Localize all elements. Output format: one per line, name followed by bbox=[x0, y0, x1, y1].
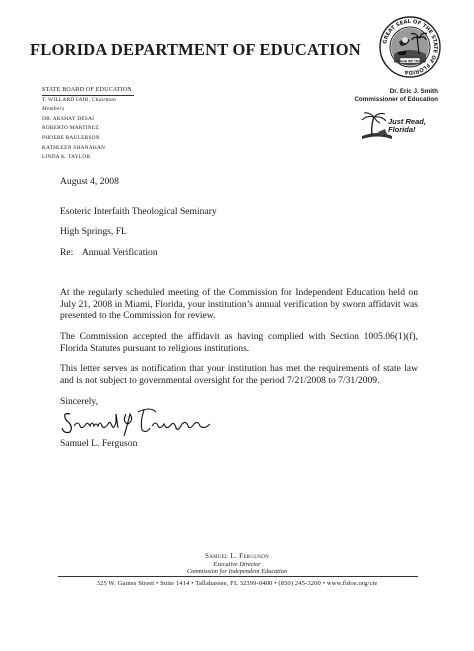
re-subject: Annual Verification bbox=[81, 247, 158, 258]
just-read-florida-text bbox=[388, 118, 426, 134]
motto-line-2: Florida! bbox=[388, 125, 416, 134]
state-seal-icon bbox=[379, 16, 441, 78]
re-label: Re: bbox=[60, 247, 74, 258]
footer-address: 325 W. Gaines Street • Suite 1414 • Tallahassee, FL 32399-0400 • (850) 245-3200 • www.fldoe.org/cie bbox=[96, 580, 378, 587]
agency-name: FLORIDA DEPARTMENT OF EDUCATION bbox=[30, 40, 361, 59]
body-paragraph: The Commission accepted the affidavit as having complied with Section 1005.06(1)(f), Florida Statutes pursuant to religious institutions. bbox=[60, 331, 418, 354]
body-paragraph: At the regularly scheduled meeting of the Commission for Independent Education held on July 21, 2008 in Miami, Florida, your institution’s annual verification by sworn affidavit was presented to the Commission for review. bbox=[60, 287, 418, 322]
commissioner-title: Commissioner of Education bbox=[354, 96, 438, 103]
board-divider bbox=[42, 95, 134, 96]
handwritten-signature bbox=[60, 400, 220, 438]
footer-title: Executive Director bbox=[213, 561, 261, 568]
commissioner-name: Dr. Eric J. Smith bbox=[389, 88, 438, 95]
board-member: PHOEBE RAULERSON bbox=[42, 134, 100, 141]
just-read-florida-logo bbox=[358, 112, 440, 142]
letter-date: August 4, 2008 bbox=[60, 176, 119, 187]
state-board-title: STATE BOARD OF EDUCATION bbox=[42, 87, 132, 93]
footer-divider bbox=[58, 576, 418, 577]
members-label: Members bbox=[42, 106, 65, 113]
seal-arc-text: GREAT SEAL OF THE STATE OF FLORIDA bbox=[382, 18, 439, 76]
state-board-chair bbox=[42, 96, 132, 106]
board-member: KATHLEEN SHANAHAN bbox=[42, 144, 106, 151]
recipient-location: High Springs, FL bbox=[60, 226, 127, 237]
subject-line bbox=[60, 247, 158, 258]
motto-line-1: Just Read, bbox=[388, 117, 426, 126]
seal-motto: IN GOD WE TRUST bbox=[395, 58, 425, 63]
chair-role: Chairman bbox=[91, 96, 116, 103]
footer-organization: Commission for Independent Education bbox=[186, 568, 288, 575]
signer-name: Samuel L. Ferguson bbox=[60, 438, 138, 449]
state-board-list bbox=[42, 86, 132, 163]
board-member: LINDA K. TAYLOR bbox=[42, 154, 91, 161]
chair-name: T. WILLARD FAIR, bbox=[42, 96, 91, 103]
board-member: DR. AKSHAY DESAI bbox=[42, 115, 95, 122]
footer-name: Samuel L. Ferguson bbox=[204, 552, 270, 560]
body-paragraph: This letter serves as notification that your institution has met the requirements of state law and is not subject to governmental oversight for the period 7/21/2008 to 7/31/2009. bbox=[60, 363, 418, 386]
closing: Sincerely, bbox=[60, 396, 99, 407]
commissioner-block bbox=[354, 88, 438, 104]
board-member: ROBERTO MARTINEZ bbox=[42, 125, 99, 132]
recipient-name: Esoteric Interfaith Theological Seminary bbox=[60, 206, 217, 217]
